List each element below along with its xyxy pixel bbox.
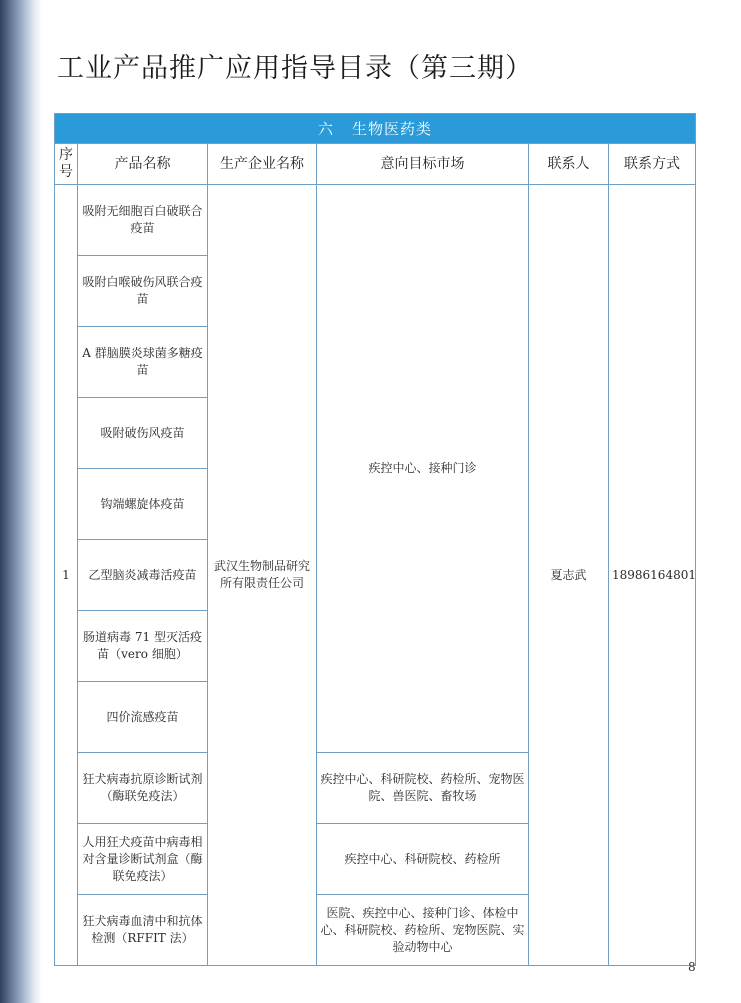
product-name-cell: 人用狂犬疫苗中病毒相对含量诊断试剂盒（酶联免疫法） xyxy=(78,824,208,895)
product-name-cell: 四价流感疫苗 xyxy=(78,682,208,753)
serial-cell: 1 xyxy=(55,185,78,966)
market-cell: 疾控中心、接种门诊 xyxy=(317,185,529,753)
page-number: 8 xyxy=(688,960,696,974)
column-header-contact: 联系人 xyxy=(529,144,609,185)
column-header-market: 意向目标市场 xyxy=(317,144,529,185)
product-catalog-table xyxy=(54,113,696,966)
product-name-cell: 肠道病毒 71 型灭活疫苗（vero 细胞） xyxy=(78,611,208,682)
product-name-cell: 狂犬病毒血清中和抗体检测（RFFIT 法） xyxy=(78,895,208,966)
product-name-cell: 狂犬病毒抗原诊断试剂（酶联免疫法） xyxy=(78,753,208,824)
section-header xyxy=(55,114,696,144)
product-name-cell: A 群脑膜炎球菌多糖疫苗 xyxy=(78,327,208,398)
section-header-row xyxy=(55,114,696,144)
column-header-company: 生产企业名称 xyxy=(208,144,317,185)
page-title: 工业产品推广应用指导目录（第三期） xyxy=(57,53,533,84)
product-name-cell: 钩端螺旋体疫苗 xyxy=(78,469,208,540)
contact-person-cell: 夏志武 xyxy=(529,185,609,966)
market-cell: 医院、疾控中心、接种门诊、体检中心、科研院校、药检所、宠物医院、实验动物中心 xyxy=(317,895,529,966)
column-header-phone: 联系方式 xyxy=(609,144,696,185)
table-row xyxy=(55,185,696,256)
product-name-cell: 乙型脑炎减毒活疫苗 xyxy=(78,540,208,611)
market-cell: 疾控中心、科研院校、药检所 xyxy=(317,824,529,895)
product-name-cell: 吸附白喉破伤风联合疫苗 xyxy=(78,256,208,327)
column-header-product: 产品名称 xyxy=(78,144,208,185)
section-name: 生物医药类 xyxy=(352,120,433,138)
column-header-row xyxy=(55,144,696,185)
column-header-serial: 序号 xyxy=(55,144,78,185)
binding-spine-decoration xyxy=(0,0,42,1003)
phone-cell: 18986164801 xyxy=(609,185,696,966)
section-number: 六 xyxy=(317,120,334,138)
company-cell: 武汉生物制品研究所有限责任公司 xyxy=(208,185,317,966)
product-name-cell: 吸附破伤风疫苗 xyxy=(78,398,208,469)
product-name-cell: 吸附无细胞百白破联合疫苗 xyxy=(78,185,208,256)
market-cell: 疾控中心、科研院校、药检所、宠物医院、兽医院、畜牧场 xyxy=(317,753,529,824)
